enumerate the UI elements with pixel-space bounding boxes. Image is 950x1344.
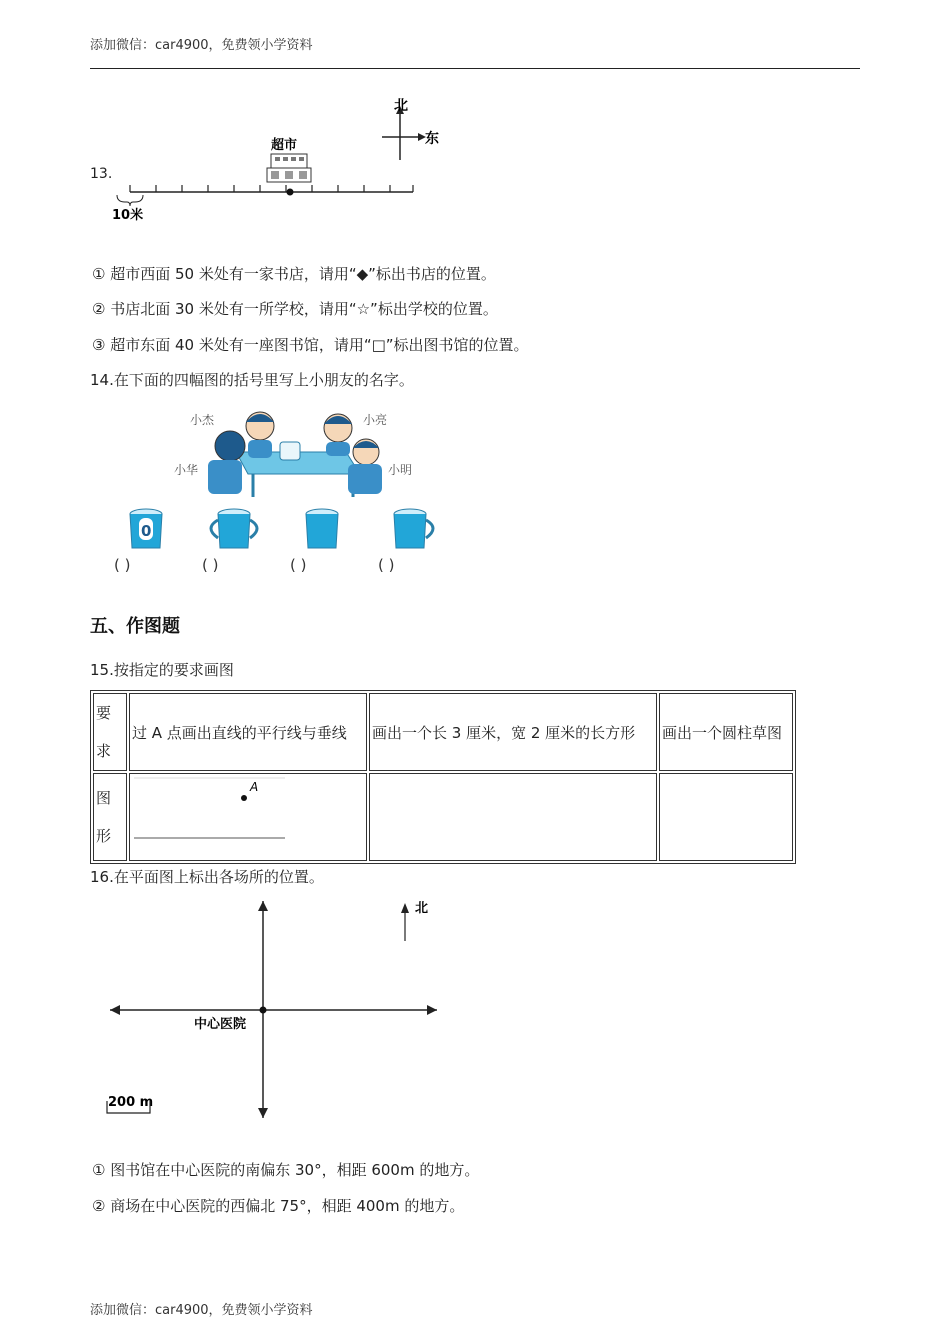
scale-label: 200 m <box>108 1095 154 1110</box>
q13-item-1: ① 超市西面 50 米处有一家书店，请用“◆”标出书店的位置。 <box>92 265 496 283</box>
blank-4: ( ) <box>378 556 395 574</box>
row-label-char: 要 <box>96 704 112 722</box>
row-label-char: 图 <box>96 789 112 807</box>
figure-cell-cylinder[interactable] <box>659 773 793 861</box>
point-a-label: A <box>250 780 259 794</box>
west-arrowhead <box>110 1005 120 1015</box>
q13-figure <box>105 92 450 227</box>
q16-item-1: ① 图书馆在中心医院的南偏东 30°，相距 600m 的地方。 <box>92 1161 480 1179</box>
north-arrowhead <box>258 901 268 911</box>
cup-3 <box>306 509 338 548</box>
row-label-char: 形 <box>96 827 112 845</box>
section-title: 五、作图题 <box>90 616 180 637</box>
center-point <box>260 1007 267 1014</box>
cup-mark: 0 <box>141 522 152 540</box>
row-label-figures <box>93 773 127 861</box>
q13-number: 13. <box>90 166 113 182</box>
q16-question: 16.在平面图上标出各场所的位置。 <box>90 868 324 886</box>
number-line-ticks <box>130 185 413 192</box>
compass-north-label: 北 <box>394 98 408 114</box>
supermarket-icon <box>267 154 311 182</box>
figure-cell-rectangle[interactable] <box>369 773 657 861</box>
south-arrowhead <box>258 1108 268 1118</box>
table-row-requirements <box>93 693 793 771</box>
compass-east-label: 东 <box>425 131 439 147</box>
north-indicator-arrow <box>401 903 409 913</box>
point-a <box>241 795 247 801</box>
q16-map <box>100 893 445 1128</box>
page-header: 添加微信：car4900，免费领小学资料 <box>90 38 313 53</box>
figure-cell-line[interactable] <box>129 773 367 861</box>
center-label: 中心医院 <box>194 1017 247 1032</box>
row-label-requirements <box>93 693 127 771</box>
q14-figure <box>108 402 453 582</box>
cup-1 <box>130 509 162 548</box>
cup-2 <box>211 509 257 548</box>
q13-item-3: ③ 超市东面 40 米处有一座图书馆，请用“□”标出图书馆的位置。 <box>92 336 529 354</box>
q16-item-2: ② 商场在中心医院的西偏北 75°，相距 400m 的地方。 <box>92 1197 465 1215</box>
q13-item-2: ② 书店北面 30 米处有一所学校，请用“☆”标出学校的位置。 <box>92 300 498 318</box>
name-xiaoliang: 小亮 <box>363 413 388 427</box>
name-xiaojie: 小杰 <box>190 413 215 427</box>
blank-2: ( ) <box>202 556 219 574</box>
north-label: 北 <box>415 901 429 916</box>
scale-label: 10米 <box>112 208 144 223</box>
header-divider <box>90 68 860 69</box>
requirements-table <box>90 690 796 864</box>
q14-question: 14.在下面的四幅图的括号里写上小朋友的名字。 <box>90 371 414 389</box>
blank-1: ( ) <box>114 556 131 574</box>
child-xiaojie <box>246 412 274 458</box>
supermarket-label: 超市 <box>271 138 298 153</box>
child-xiaoliang <box>324 414 352 456</box>
cell-parallel-perpendicular: 过 A 点画出直线的平行线与垂线 <box>129 693 367 771</box>
line-figure <box>130 774 362 860</box>
child-xiaoming <box>348 439 382 494</box>
blank-3: ( ) <box>290 556 307 574</box>
supermarket-point <box>287 189 294 196</box>
east-arrowhead <box>427 1005 437 1015</box>
scale-brace <box>117 195 143 206</box>
row-label-char: 求 <box>96 742 112 760</box>
cell-rectangle: 画出一个长 3 厘米，宽 2 厘米的长方形 <box>369 693 657 771</box>
cup-4 <box>394 509 433 548</box>
name-xiaohua: 小华 <box>174 463 199 477</box>
q15-question: 15.按指定的要求画图 <box>90 661 234 679</box>
table-row-figures <box>93 773 793 861</box>
page-footer: 添加微信：car4900，免费领小学资料 <box>90 1303 313 1318</box>
name-xiaoming: 小明 <box>388 463 413 477</box>
child-xiaohua <box>208 431 245 494</box>
cell-cylinder: 画出一个圆柱草图 <box>659 693 793 771</box>
